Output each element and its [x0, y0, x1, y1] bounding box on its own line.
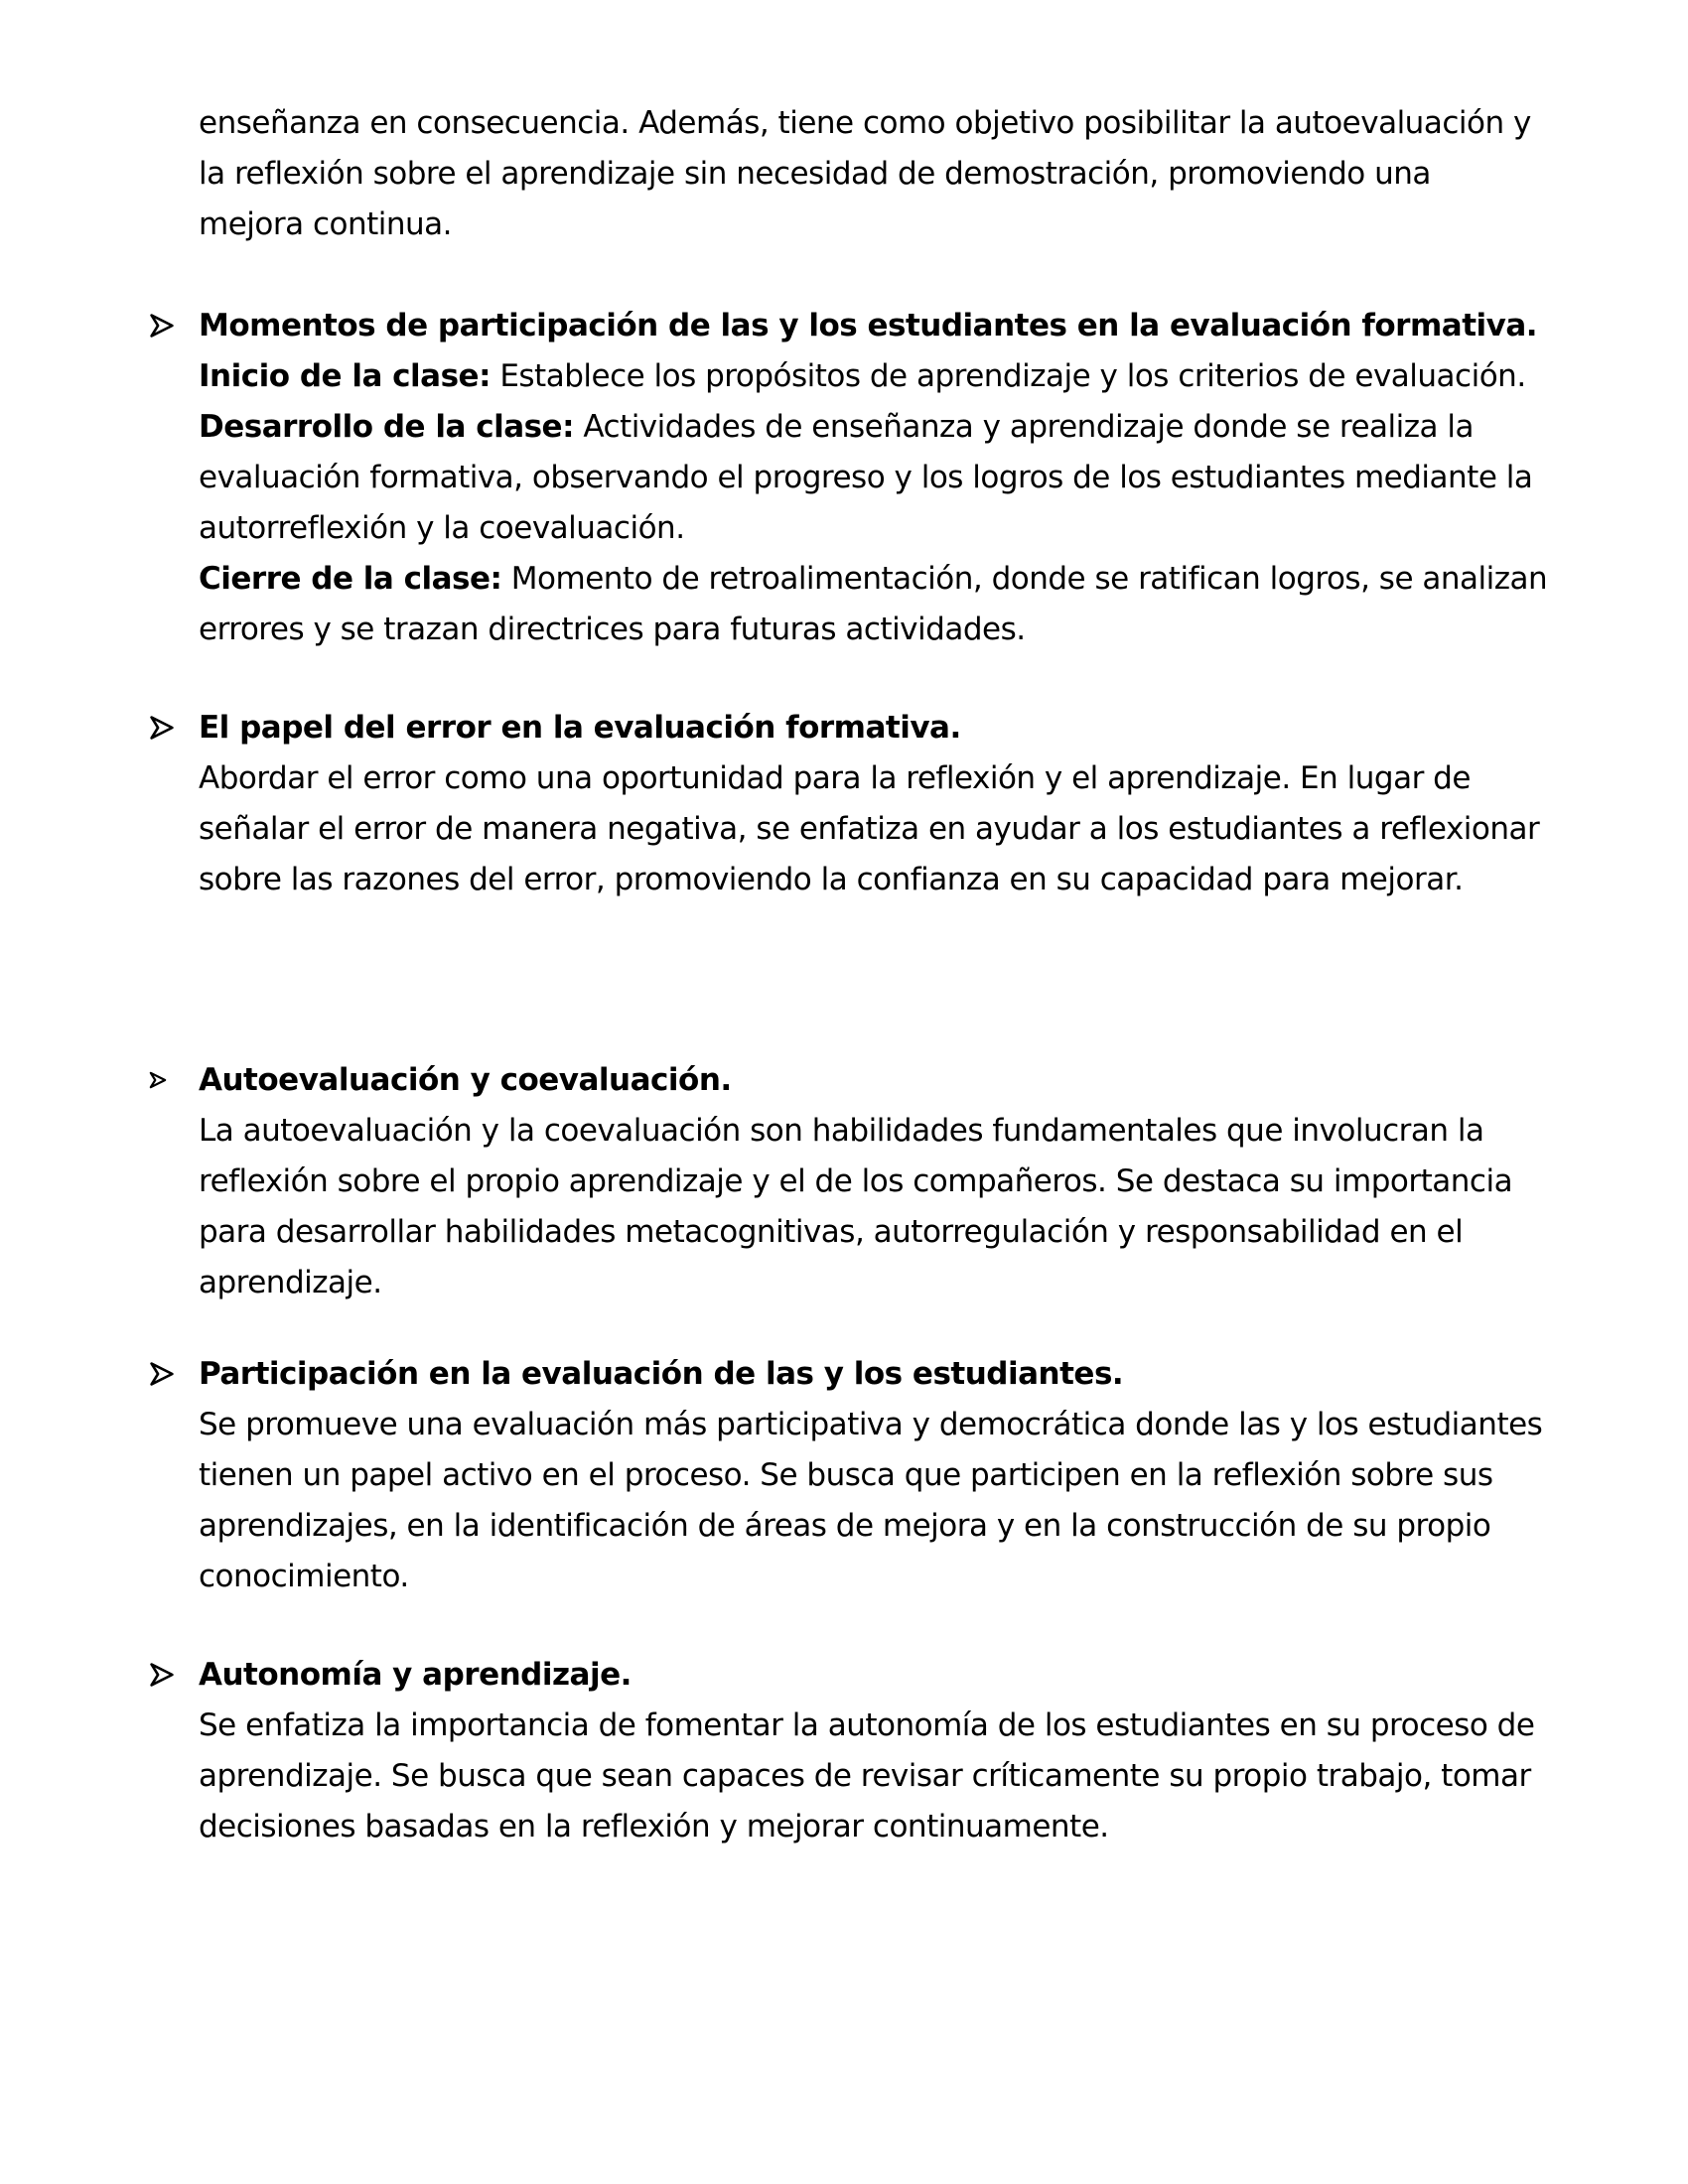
- arrowhead-bullet-icon: [149, 715, 175, 741]
- item-label: Inicio de la clase:: [199, 358, 491, 394]
- section-line: aprendizaje.: [199, 1265, 382, 1300]
- item-text: Establece los propósitos de aprendizaje y los criterios de evaluación.: [490, 358, 1526, 394]
- section-line: Se enfatiza la importancia de fomentar la autonomía de los estudiantes en su proceso de: [199, 1707, 1535, 1743]
- section-line: Abordar el error como una oportunidad para la reflexión y el aprendizaje. En lugar de: [199, 760, 1471, 796]
- section-line: [199, 351, 1526, 402]
- arrowhead-bullet-icon: [149, 1361, 175, 1387]
- section-line: señalar el error de manera negativa, se enfatiza en ayudar a los estudiantes a reflexionar: [199, 811, 1540, 847]
- intro-line: mejora continua.: [199, 206, 453, 242]
- section-line: Se promueve una evaluación más participativa y democrática donde las y los estudiantes: [199, 1407, 1543, 1442]
- section-line: [199, 402, 1474, 453]
- section-line: reflexión sobre el propio aprendizaje y el de los compañeros. Se destaca su importancia: [199, 1163, 1513, 1199]
- item-label: Desarrollo de la clase:: [199, 409, 574, 445]
- arrowhead-bullet-icon: [149, 1071, 167, 1089]
- arrowhead-bullet-icon: [149, 313, 175, 339]
- section-heading: Autoevaluación y coevaluación.: [199, 1062, 732, 1098]
- arrowhead-bullet-icon: [149, 1662, 175, 1688]
- section-line: autorreflexión y la coevaluación.: [199, 510, 685, 546]
- section-line: sobre las razones del error, promoviendo la confianza en su capacidad para mejorar.: [199, 862, 1464, 897]
- section-line: evaluación formativa, observando el progreso y los logros de los estudiantes mediante la: [199, 460, 1533, 495]
- section-line: para desarrollar habilidades metacognitivas, autorregulación y responsabilidad en el: [199, 1214, 1464, 1250]
- section-line: aprendizaje. Se busca que sean capaces de revisar críticamente su propio trabajo, tomar: [199, 1758, 1531, 1794]
- section-line: conocimiento.: [199, 1559, 409, 1594]
- section-heading: Participación en la evaluación de las y los estudiantes.: [199, 1356, 1124, 1392]
- section-line: errores y se trazan directrices para futuras actividades.: [199, 612, 1026, 647]
- item-text: Actividades de enseñanza y aprendizaje donde se realiza la: [573, 409, 1474, 445]
- section-heading: El papel del error en la evaluación formativa.: [199, 710, 961, 746]
- section-line: decisiones basadas en la reflexión y mejorar continuamente.: [199, 1809, 1109, 1844]
- section-line: La autoevaluación y la coevaluación son habilidades fundamentales que involucran la: [199, 1113, 1484, 1149]
- section-heading: Autonomía y aprendizaje.: [199, 1657, 632, 1693]
- section-heading: Momentos de participación de las y los estudiantes en la evaluación formativa.: [199, 308, 1538, 343]
- section-line: [199, 554, 1547, 605]
- intro-line: la reflexión sobre el aprendizaje sin necesidad de demostración, promoviendo una: [199, 156, 1431, 192]
- item-label: Cierre de la clase:: [199, 561, 502, 597]
- intro-line: enseñanza en consecuencia. Además, tiene como objetivo posibilitar la autoevaluación y: [199, 105, 1531, 141]
- section-line: tienen un papel activo en el proceso. Se busca que participen en la reflexión sobre sus: [199, 1457, 1493, 1493]
- item-text: Momento de retroalimentación, donde se ratifican logros, se analizan: [501, 561, 1548, 597]
- section-line: aprendizajes, en la identificación de áreas de mejora y en la construcción de su propio: [199, 1508, 1491, 1544]
